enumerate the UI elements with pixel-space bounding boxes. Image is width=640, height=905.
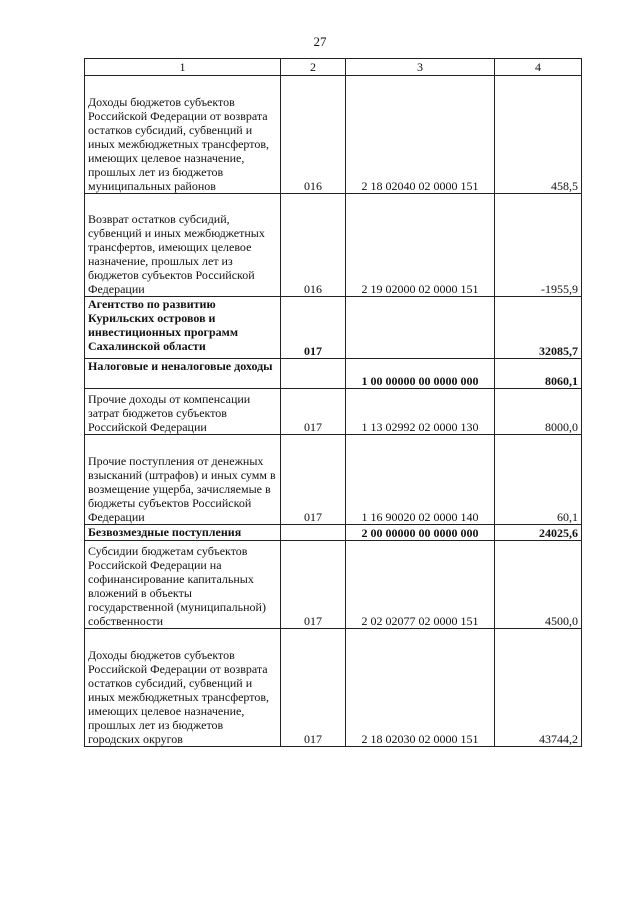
row-name: Налоговые и неналоговые доходы (85, 359, 281, 389)
row-name: Безвозмездные поступления (85, 525, 281, 541)
row-admin-code (281, 359, 346, 389)
row-amount: 24025,6 (495, 525, 582, 541)
header-col-4: 4 (495, 59, 582, 76)
table-row (85, 389, 582, 435)
row-admin-code: 017 (281, 541, 346, 629)
row-admin-code: 017 (281, 435, 346, 525)
row-name: Субсидии бюджетам субъектов Российской Федерации на софинансирование капитальных вложений в объекты государственной (муниципальной) собственности (85, 541, 281, 629)
table-row (85, 541, 582, 629)
row-admin-code: 016 (281, 76, 346, 194)
row-kbk: 1 13 02992 02 0000 130 (346, 389, 495, 435)
row-kbk: 2 00 00000 00 0000 000 (346, 525, 495, 541)
row-admin-code: 017 (281, 629, 346, 747)
row-amount: 8060,1 (495, 359, 582, 389)
row-name: Возврат остатков субсидий, субвенций и иных межбюджетных трансфертов, имеющих целевое назначение, прошлых лет из бюджетов субъектов Российской Федерации (85, 194, 281, 297)
header-col-1: 1 (85, 59, 281, 76)
row-amount: 32085,7 (495, 297, 582, 359)
header-col-2: 2 (281, 59, 346, 76)
table-row (85, 359, 582, 389)
page-number: 27 (313, 34, 327, 49)
row-amount: 4500,0 (495, 541, 582, 629)
row-amount: -1955,9 (495, 194, 582, 297)
row-amount: 60,1 (495, 435, 582, 525)
header-col-3: 3 (346, 59, 495, 76)
row-admin-code: 016 (281, 194, 346, 297)
row-kbk: 2 18 02030 02 0000 151 (346, 629, 495, 747)
row-kbk (346, 297, 495, 359)
row-kbk: 1 00 00000 00 0000 000 (346, 359, 495, 389)
table-row (85, 297, 582, 359)
row-admin-code: 017 (281, 389, 346, 435)
header-row (85, 59, 582, 76)
row-kbk: 2 19 02000 02 0000 151 (346, 194, 495, 297)
table-row (85, 76, 582, 194)
table-row (85, 194, 582, 297)
row-admin-code: 017 (281, 297, 346, 359)
table-row (85, 525, 582, 541)
table-row (85, 629, 582, 747)
row-kbk: 2 18 02040 02 0000 151 (346, 76, 495, 194)
row-name: Доходы бюджетов субъектов Российской Федерации от возврата остатков субсидий, субвенций и иных межбюджетных трансфертов, имеющих целевое назначение, прошлых лет из бюджетов муниципальных районов (85, 76, 281, 194)
row-name: Прочие доходы от компенсации затрат бюджетов субъектов Российской Федерации (85, 389, 281, 435)
row-name: Доходы бюджетов субъектов Российской Федерации от возврата остатков субсидий, субвенций и иных межбюджетных трансфертов, имеющих целевое назначение, прошлых лет из бюджетов городских округов (85, 629, 281, 747)
row-amount: 458,5 (495, 76, 582, 194)
row-admin-code (281, 525, 346, 541)
row-name: Агентство по развитию Курильских островов и инвестиционных программ Сахалинской области (85, 297, 281, 359)
row-kbk: 2 02 02077 02 0000 151 (346, 541, 495, 629)
row-name: Прочие поступления от денежных взысканий (штрафов) и иных сумм в возмещение ущерба, зачисляемые в бюджеты субъектов Российской Федерации (85, 435, 281, 525)
row-amount: 43744,2 (495, 629, 582, 747)
budget-revenue-table (84, 58, 582, 747)
table-row (85, 435, 582, 525)
row-kbk: 1 16 90020 02 0000 140 (346, 435, 495, 525)
row-amount: 8000,0 (495, 389, 582, 435)
